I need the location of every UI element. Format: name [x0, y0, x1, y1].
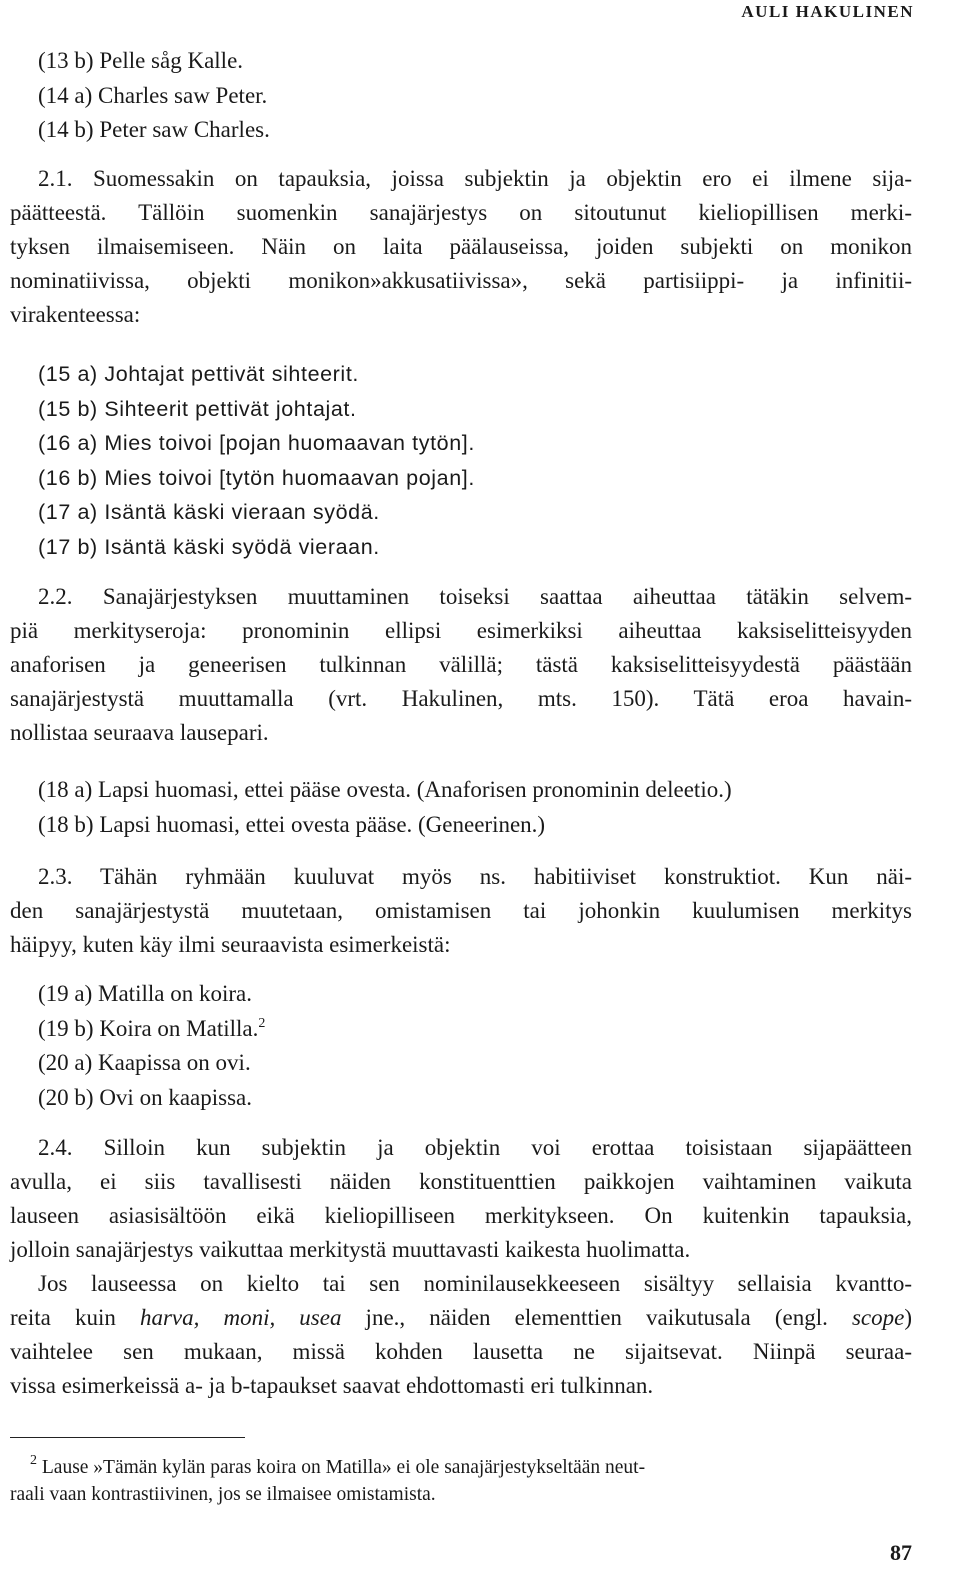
paragraph-line: piä merkityseroja: pronominin ellipsi esimerkiksi aiheuttaa kaksiselitteisyyden	[10, 618, 912, 643]
footnote-text: Lause »Tämän kylän paras koira on Matilla» ei ole sanajärjestykseltään neut-	[37, 1457, 646, 1478]
paragraph-line: jolloin sanajärjestys vaikuttaa merkitystä muuttavasti kaikesta huolimatta.	[10, 1237, 691, 1262]
example-line: (17 b) Isäntä käski syödä vieraan.	[38, 534, 380, 559]
footnote-divider	[10, 1437, 245, 1438]
paragraph-2-1	[10, 162, 912, 332]
example-text: (19 b) Koira on Matilla.	[38, 1015, 259, 1041]
paragraph-line	[10, 1301, 912, 1335]
text-run: )	[904, 1305, 913, 1330]
italic-term: scope	[851, 1305, 905, 1330]
text-run: jne., näiden elementtien vaikutusala (engl.	[341, 1305, 852, 1330]
footnote-reference[interactable]: 2	[258, 1015, 266, 1031]
example-line: (20 a) Kaapissa on ovi.	[38, 1050, 251, 1075]
paragraph-line: avulla, ei siis tavallisesti näiden konstituenttien paikkojen vaihtaminen vaikuta	[10, 1169, 912, 1194]
example-line: (14 b) Peter saw Charles.	[38, 117, 270, 142]
italic-term: usea	[299, 1305, 342, 1330]
paragraph-line: 2.3. Tähän ryhmään kuuluvat myös ns. habitiiviset konstruktiot. Kun näi-	[38, 864, 912, 889]
paragraph-line: den sanajärjestystä muutetaan, omistamisen tai johonkin kuulumisen merkitys	[10, 898, 912, 923]
examples-19-20	[38, 977, 265, 1115]
paragraph-line: häipyy, kuten käy ilmi seuraavista esimerkeistä:	[10, 932, 451, 957]
paragraph-line: virakenteessa:	[10, 302, 141, 327]
paragraph-line: 2.2. Sanajärjestyksen muuttaminen toiseksi saattaa aiheuttaa tätäkin selvem-	[38, 584, 912, 609]
example-line: (17 a) Isäntä käski vieraan syödä.	[38, 500, 380, 524]
paragraph-2-4	[10, 1131, 912, 1403]
paragraph-line: lauseen asiasisältöön eikä kieliopilliseen merkitykseen. On kuitenkin tapauksia,	[10, 1203, 912, 1228]
paragraph-line: 2.4. Silloin kun subjektin ja objektin voi erottaa toisistaan sijapäätteen	[38, 1135, 912, 1160]
page-number: 87	[890, 1540, 912, 1565]
footnote-line	[10, 1454, 912, 1481]
examples-18	[38, 773, 732, 842]
example-line: (15 a) Johtajat pettivät sihteerit.	[38, 362, 359, 386]
example-line: (14 a) Charles saw Peter.	[38, 82, 268, 108]
example-line: (18 b) Lapsi huomasi, ettei ovesta pääse. (Geneerinen.)	[38, 811, 546, 837]
example-line: (16 b) Mies toivoi [tytön huomaavan pojan].	[38, 465, 475, 490]
running-head-author: AULI HAKULINEN	[741, 2, 914, 21]
example-line: (18 a) Lapsi huomasi, ettei pääse ovesta. (Anaforisen pronominin deleetio.)	[38, 777, 732, 802]
example-line: (13 b) Pelle såg Kalle.	[38, 48, 244, 73]
paragraph-line: vaihtelee sen mukaan, missä kohden lausetta ne sijaitsevat. Niinpä seuraa-	[10, 1339, 912, 1364]
example-line: (19 a) Matilla on koira.	[38, 981, 252, 1006]
paragraph-line: nollistaa seuraava lausepari.	[10, 720, 269, 745]
paragraph-line: vissa esimerkeissä a- ja b-tapaukset saavat ehdottomasti eri tulkinnan.	[10, 1373, 654, 1398]
paragraph-line: tyksen ilmaisemiseen. Näin on laita päälauseissa, joiden subjekti on monikon	[10, 234, 912, 259]
example-line	[38, 1012, 265, 1047]
paragraph-line: 2.1. Suomessakin on tapauksia, joissa subjektin ja objektin ero ei ilmene sija-	[38, 166, 912, 191]
examples-15-17	[38, 357, 475, 564]
paragraph-line: nominatiivissa, objekti monikon»akkusatiivissa», sekä partisiippi- ja infinitii-	[10, 268, 912, 293]
example-line: (16 a) Mies toivoi [pojan huomaavan tytön].	[38, 431, 475, 455]
paragraph-line: sanajärjestystä muuttamalla (vrt. Hakulinen, mts. 150). Tätä eroa havain-	[10, 686, 912, 711]
text-run	[275, 1305, 299, 1330]
example-line: (20 b) Ovi on kaapissa.	[38, 1084, 252, 1110]
footnote	[10, 1454, 912, 1508]
paragraph-2-3	[10, 860, 912, 962]
example-line: (15 b) Sihteerit pettivät johtajat.	[38, 396, 357, 421]
paragraph-line: Jos lauseessa on kielto tai sen nominilausekkeeseen sisältyy sellaisia kvantto-	[38, 1271, 912, 1296]
paragraph-line: päätteestä. Tällöin suomenkin sanajärjestys on sitoutunut kieliopillisen merki-	[10, 200, 912, 225]
examples-13-14	[38, 44, 270, 148]
text-run	[199, 1305, 223, 1330]
italic-term: moni,	[223, 1305, 276, 1330]
paragraph-2-2	[10, 580, 912, 750]
paragraph-line: anaforisen ja geneerisen tulkinnan välillä; tästä kaksiselitteisyydestä päästään	[10, 652, 912, 677]
italic-term: harva,	[139, 1305, 200, 1330]
text-run: reita kuin	[10, 1305, 140, 1330]
footnote-line: raali vaan kontrastiivinen, jos se ilmaisee omistamista.	[10, 1484, 436, 1505]
footnote-marker: 2	[30, 1453, 37, 1468]
